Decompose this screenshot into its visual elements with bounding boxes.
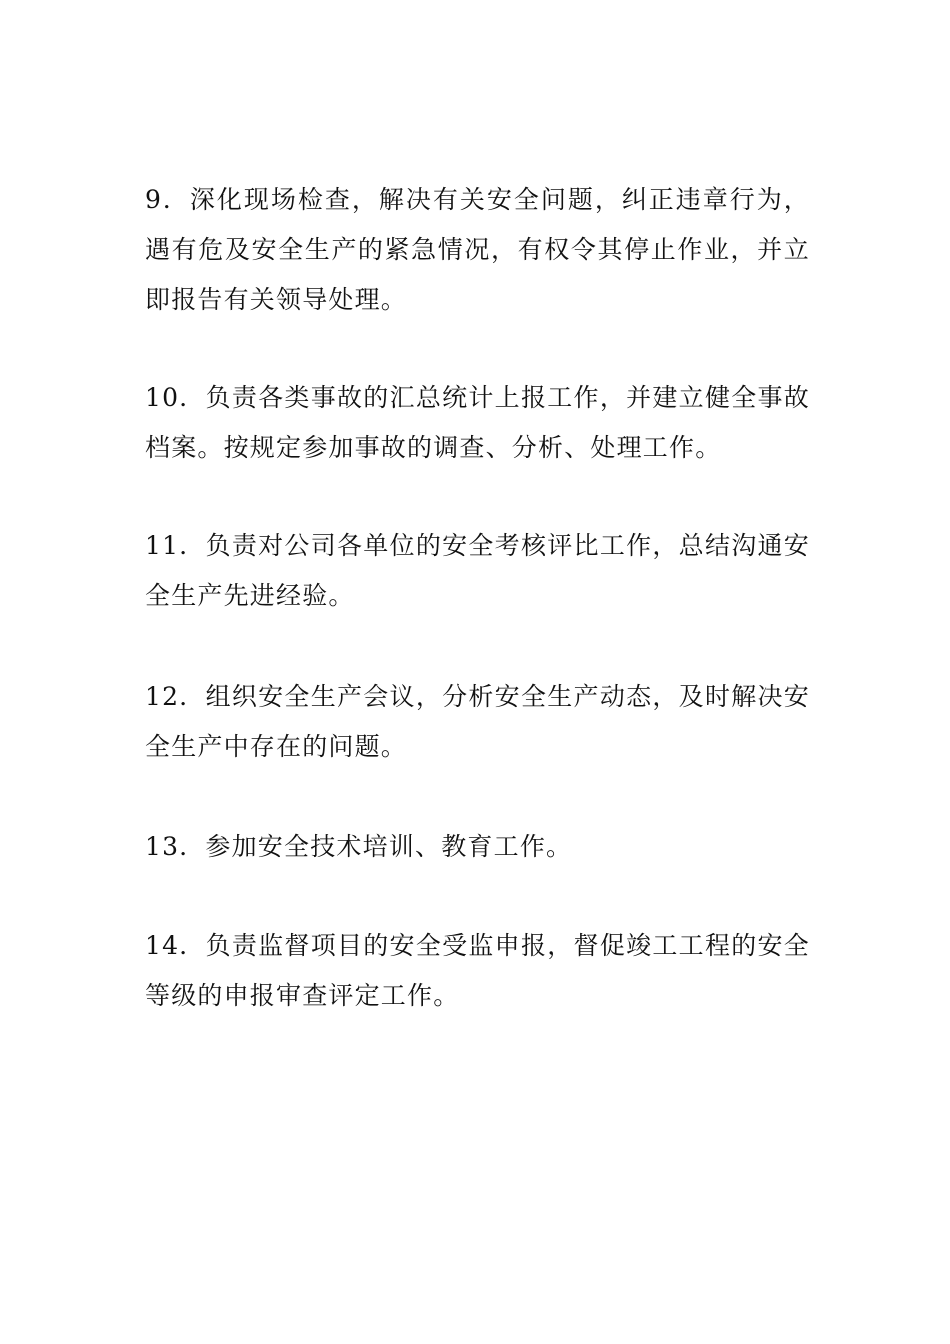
- paragraph-item-10: 10．负责各类事故的汇总统计上报工作，并建立健全事故档案。按规定参加事故的调查、分析、处理工作。: [145, 383, 810, 462]
- paragraph-item-13: 13．参加安全技术培训、教育工作。: [145, 832, 573, 861]
- paragraph-item-11: 11．负责对公司各单位的安全考核评比工作，总结沟通安全生产先进经验。: [145, 531, 810, 610]
- paragraph-item-9: 9．深化现场检查，解决有关安全问题，纠正违章行为，遇有危及安全生产的紧急情况，有权令其停止作业，并立即报告有关领导处理。: [145, 185, 810, 314]
- paragraph-item-14: 14．负责监督项目的安全受监申报，督促竣工工程的安全等级的申报审查评定工作。: [145, 931, 810, 1010]
- paragraph-item-12: 12．组织安全生产会议，分析安全生产动态，及时解决安全生产中存在的问题。: [145, 682, 810, 761]
